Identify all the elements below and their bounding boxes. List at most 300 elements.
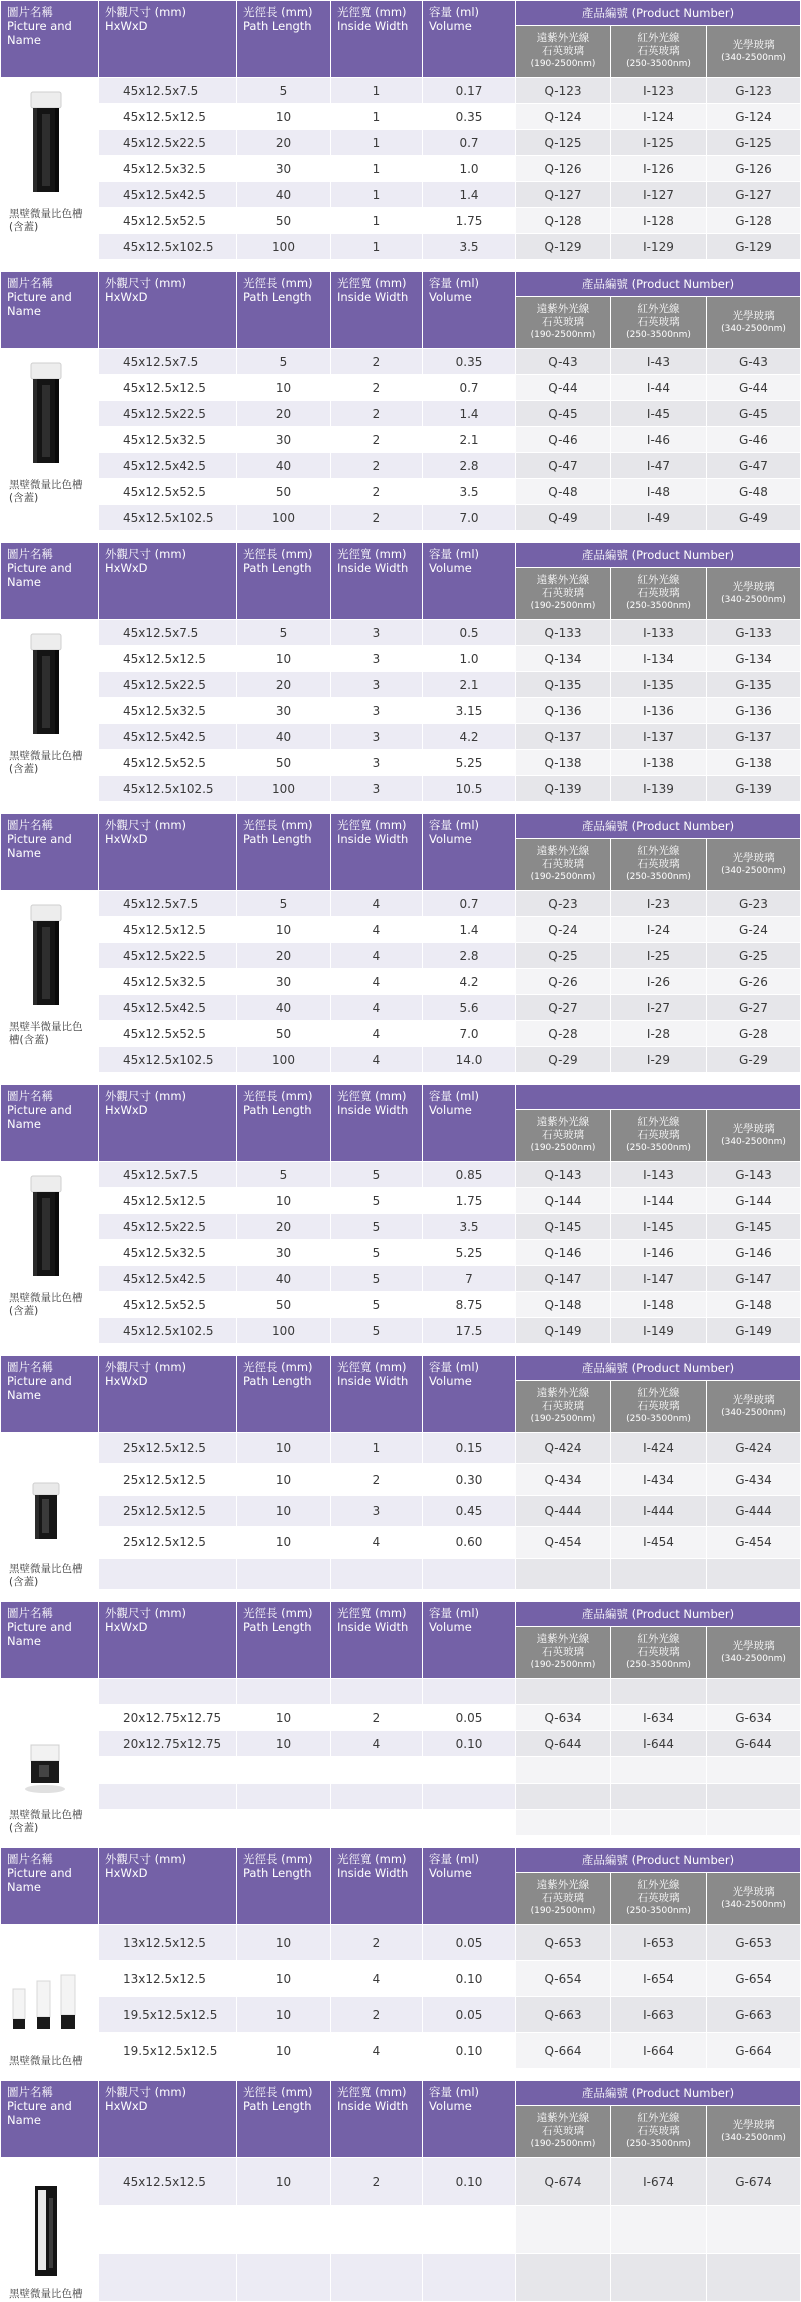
header-uv-quartz: 遠紫外光線 石英玻璃 (190-2500nm)	[516, 1627, 611, 1679]
uv-quartz-product-cell: Q-45	[516, 401, 611, 427]
inside-width-cell: 5	[331, 1162, 423, 1188]
ir-quartz-product-cell: I-129	[611, 234, 707, 260]
path-length-cell: 10	[237, 1997, 331, 2033]
volume-cell: 0.30	[423, 1464, 516, 1495]
table-row	[1, 750, 801, 776]
header-inside-width: 光徑寬 (mm) Inside Width	[331, 1602, 423, 1679]
path-length-cell: 10	[237, 375, 331, 401]
ir-quartz-product-cell: I-45	[611, 401, 707, 427]
dimensions-cell: 45x12.5x22.5	[99, 1214, 237, 1240]
dimensions-cell: 45x12.5x12.5	[99, 646, 237, 672]
empty-cell	[423, 1757, 516, 1783]
dimensions-cell: 25x12.5x12.5	[99, 1433, 237, 1464]
path-length-cell: 50	[237, 1292, 331, 1318]
path-length-cell: 10	[237, 1731, 331, 1757]
ir-quartz-product-cell: I-148	[611, 1292, 707, 1318]
volume-cell: 0.15	[423, 1433, 516, 1464]
table-row	[1, 672, 801, 698]
short-cuvette-icon	[9, 1443, 81, 1555]
uv-quartz-product-cell: Q-149	[516, 1318, 611, 1344]
table-header-row	[1, 1356, 801, 1381]
optical-glass-product-cell: G-454	[707, 1527, 801, 1558]
path-length-cell: 100	[237, 1047, 331, 1073]
optical-glass-product-cell: G-664	[707, 2033, 801, 2069]
table-row	[1, 1292, 801, 1318]
ir-quartz-product-cell: I-434	[611, 1464, 707, 1495]
empty-cell	[423, 1679, 516, 1705]
volume-cell: 2.1	[423, 427, 516, 453]
header-path-length: 光徑長 (mm) Path Length	[237, 814, 331, 891]
empty-cell	[237, 2254, 331, 2302]
header-volume: 容量 (ml) Volume	[423, 1085, 516, 1162]
header-dimensions: 外觀尺寸 (mm) HxWxD	[99, 1356, 237, 1433]
table-row	[1, 234, 801, 260]
empty-cell	[331, 1783, 423, 1809]
dimensions-cell: 45x12.5x32.5	[99, 156, 237, 182]
inside-width-cell: 4	[331, 2033, 423, 2069]
inside-width-cell: 1	[331, 156, 423, 182]
volume-cell: 1.4	[423, 182, 516, 208]
inside-width-cell: 5	[331, 1240, 423, 1266]
ir-quartz-product-cell: I-125	[611, 130, 707, 156]
uv-quartz-product-cell: Q-143	[516, 1162, 611, 1188]
path-length-cell: 10	[237, 1961, 331, 1997]
empty-cell	[237, 2206, 331, 2254]
product-picture-cell	[1, 891, 99, 1073]
header-dimensions: 外觀尺寸 (mm) HxWxD	[99, 1848, 237, 1925]
uv-quartz-product-cell: Q-23	[516, 891, 611, 917]
ir-quartz-product-cell: I-28	[611, 1021, 707, 1047]
product-picture-cell	[1, 1162, 99, 1344]
header-product-number: 產品編號 (Product Number)	[516, 814, 801, 839]
optical-glass-product-cell: G-23	[707, 891, 801, 917]
product-name: 黑壁微量比色槽 (含蓋)	[9, 1809, 83, 1834]
dimensions-cell: 45x12.5x32.5	[99, 698, 237, 724]
empty-cell	[611, 2206, 707, 2254]
table-row	[1, 1731, 801, 1757]
volume-cell: 0.60	[423, 1527, 516, 1558]
path-length-cell: 100	[237, 1318, 331, 1344]
table-row	[1, 891, 801, 917]
inside-width-cell: 2	[331, 427, 423, 453]
optical-glass-product-cell: G-46	[707, 427, 801, 453]
empty-cell	[707, 1558, 801, 1589]
product-picture-cell	[1, 1433, 99, 1590]
inside-width-cell: 5	[331, 1214, 423, 1240]
table-row	[1, 2158, 801, 2206]
table-row	[1, 1047, 801, 1073]
header-dimensions: 外觀尺寸 (mm) HxWxD	[99, 543, 237, 620]
product-picture-cell	[1, 349, 99, 531]
optical-glass-product-cell: G-644	[707, 1731, 801, 1757]
path-length-cell: 10	[237, 917, 331, 943]
ir-quartz-product-cell: I-664	[611, 2033, 707, 2069]
header-product-number: 產品編號 (Product Number)	[516, 1602, 801, 1627]
optical-glass-product-cell: G-136	[707, 698, 801, 724]
dimensions-cell: 45x12.5x42.5	[99, 1266, 237, 1292]
volume-cell: 1.0	[423, 156, 516, 182]
ir-quartz-product-cell: I-127	[611, 182, 707, 208]
optical-glass-product-cell: G-127	[707, 182, 801, 208]
ir-quartz-product-cell: I-124	[611, 104, 707, 130]
inside-width-cell: 3	[331, 776, 423, 802]
dimensions-cell: 45x12.5x12.5	[99, 104, 237, 130]
table-row	[1, 724, 801, 750]
header-uv-quartz: 遠紫外光線 石英玻璃 (190-2500nm)	[516, 1873, 611, 1925]
inside-width-cell: 1	[331, 182, 423, 208]
optical-glass-product-cell: G-135	[707, 672, 801, 698]
empty-cell	[611, 1809, 707, 1835]
optical-glass-product-cell: G-138	[707, 750, 801, 776]
inside-width-cell: 4	[331, 891, 423, 917]
uv-quartz-product-cell: Q-139	[516, 776, 611, 802]
ir-quartz-product-cell: I-663	[611, 1997, 707, 2033]
dimensions-cell: 45x12.5x22.5	[99, 943, 237, 969]
ir-quartz-product-cell: I-46	[611, 427, 707, 453]
empty-cell	[237, 1757, 331, 1783]
volume-cell: 5.6	[423, 995, 516, 1021]
optical-glass-product-cell: G-148	[707, 1292, 801, 1318]
uv-quartz-product-cell: Q-124	[516, 104, 611, 130]
path-length-cell: 40	[237, 724, 331, 750]
dimensions-cell: 45x12.5x22.5	[99, 672, 237, 698]
inside-width-cell: 4	[331, 917, 423, 943]
ir-quartz-product-cell: I-47	[611, 453, 707, 479]
table-row	[1, 698, 801, 724]
empty-cell	[707, 1783, 801, 1809]
dimensions-cell: 45x12.5x12.5	[99, 1188, 237, 1214]
header-optical-glass: 光學玻璃 (340-2500nm)	[707, 297, 801, 349]
table-row	[1, 349, 801, 375]
empty-cell	[611, 2254, 707, 2302]
inside-width-cell: 5	[331, 1188, 423, 1214]
ir-quartz-product-cell: I-136	[611, 698, 707, 724]
empty-cell	[423, 1809, 516, 1835]
dimensions-cell: 45x12.5x42.5	[99, 182, 237, 208]
empty-cell	[611, 1783, 707, 1809]
dimensions-cell: 25x12.5x12.5	[99, 1495, 237, 1526]
header-volume: 容量 (ml) Volume	[423, 2081, 516, 2158]
header-uv-quartz: 遠紫外光線 石英玻璃 (190-2500nm)	[516, 26, 611, 78]
optical-glass-product-cell: G-28	[707, 1021, 801, 1047]
volume-cell: 3.5	[423, 234, 516, 260]
uv-quartz-product-cell: Q-129	[516, 234, 611, 260]
product-picture-cell	[1, 2158, 99, 2302]
table-row	[1, 375, 801, 401]
tall-cuvette-icon	[9, 1172, 81, 1284]
uv-quartz-product-cell: Q-634	[516, 1705, 611, 1731]
ir-quartz-product-cell: I-145	[611, 1214, 707, 1240]
header-optical-glass: 光學玻璃 (340-2500nm)	[707, 1627, 801, 1679]
header-path-length: 光徑長 (mm) Path Length	[237, 2081, 331, 2158]
dimensions-cell: 45x12.5x32.5	[99, 1240, 237, 1266]
table-row	[1, 2206, 801, 2254]
ir-quartz-product-cell: I-48	[611, 479, 707, 505]
optical-glass-product-cell: G-126	[707, 156, 801, 182]
optical-glass-product-cell: G-24	[707, 917, 801, 943]
path-length-cell: 5	[237, 78, 331, 104]
header-product-number: 產品編號 (Product Number)	[516, 1848, 801, 1873]
uv-quartz-product-cell: Q-26	[516, 969, 611, 995]
uv-quartz-product-cell: Q-424	[516, 1433, 611, 1464]
product-picture-cell	[1, 1925, 99, 2069]
dimensions-cell: 45x12.5x22.5	[99, 401, 237, 427]
uv-quartz-product-cell: Q-49	[516, 505, 611, 531]
dimensions-cell: 45x12.5x102.5	[99, 776, 237, 802]
empty-cell	[707, 1809, 801, 1835]
dimensions-cell: 45x12.5x52.5	[99, 479, 237, 505]
table-row	[1, 646, 801, 672]
header-path-length: 光徑長 (mm) Path Length	[237, 1848, 331, 1925]
table-row	[1, 776, 801, 802]
table-row	[1, 1558, 801, 1589]
dimensions-cell: 45x12.5x7.5	[99, 78, 237, 104]
header-product-number: 產品編號 (Product Number)	[516, 1356, 801, 1381]
table-row	[1, 1433, 801, 1464]
table-row	[1, 130, 801, 156]
volume-cell: 8.75	[423, 1292, 516, 1318]
inside-width-cell: 3	[331, 1495, 423, 1526]
optical-glass-product-cell: G-43	[707, 349, 801, 375]
inside-width-cell: 2	[331, 505, 423, 531]
path-length-cell: 40	[237, 1266, 331, 1292]
volume-cell: 14.0	[423, 1047, 516, 1073]
table-row	[1, 1757, 801, 1783]
ir-quartz-product-cell: I-43	[611, 349, 707, 375]
header-picture-name: 圖片名稱 Picture and Name	[1, 1602, 99, 1679]
ir-quartz-product-cell: I-135	[611, 672, 707, 698]
optical-glass-product-cell: G-434	[707, 1464, 801, 1495]
table-row	[1, 1783, 801, 1809]
table-header-row	[1, 1848, 801, 1873]
uv-quartz-product-cell: Q-148	[516, 1292, 611, 1318]
volume-cell: 0.45	[423, 1495, 516, 1526]
optical-glass-product-cell: G-663	[707, 1997, 801, 2033]
uv-quartz-product-cell: Q-444	[516, 1495, 611, 1526]
path-length-cell: 10	[237, 1527, 331, 1558]
volume-cell: 0.7	[423, 375, 516, 401]
optical-glass-product-cell: G-143	[707, 1162, 801, 1188]
volume-cell: 1.0	[423, 646, 516, 672]
table-header-row	[1, 1, 801, 26]
inside-width-cell: 1	[331, 1433, 423, 1464]
header-volume: 容量 (ml) Volume	[423, 814, 516, 891]
header-product-number: 產品編號 (Product Number)	[516, 1, 801, 26]
inside-width-cell: 2	[331, 1997, 423, 2033]
path-length-cell: 30	[237, 698, 331, 724]
uv-quartz-product-cell: Q-147	[516, 1266, 611, 1292]
path-length-cell: 40	[237, 182, 331, 208]
empty-cell	[611, 1757, 707, 1783]
path-length-cell: 100	[237, 505, 331, 531]
empty-cell	[423, 1558, 516, 1589]
dimensions-cell: 45x12.5x52.5	[99, 750, 237, 776]
inside-width-cell: 3	[331, 672, 423, 698]
header-ir-quartz: 紅外光線 石英玻璃 (250-3500nm)	[611, 26, 707, 78]
uv-quartz-product-cell: Q-146	[516, 1240, 611, 1266]
product-picture-cell	[1, 78, 99, 260]
path-length-cell: 5	[237, 620, 331, 646]
product-name: 黑壁微量比色槽	[9, 2055, 83, 2067]
uv-quartz-product-cell: Q-48	[516, 479, 611, 505]
path-length-cell: 30	[237, 156, 331, 182]
inside-width-cell: 2	[331, 1705, 423, 1731]
uv-quartz-product-cell: Q-663	[516, 1997, 611, 2033]
ir-quartz-product-cell: I-49	[611, 505, 707, 531]
table-row	[1, 1021, 801, 1047]
volume-cell: 2.8	[423, 943, 516, 969]
volume-cell: 3.15	[423, 698, 516, 724]
header-dimensions: 外觀尺寸 (mm) HxWxD	[99, 1602, 237, 1679]
empty-cell	[516, 2206, 611, 2254]
inside-width-cell: 1	[331, 104, 423, 130]
ir-quartz-product-cell: I-123	[611, 78, 707, 104]
open-cuvette-icon	[9, 2168, 81, 2280]
volume-cell: 3.5	[423, 1214, 516, 1240]
product-name: 黑壁半微量比色 槽(含蓋)	[9, 1021, 83, 1046]
table-row	[1, 1214, 801, 1240]
empty-cell	[707, 1679, 801, 1705]
table-row	[1, 182, 801, 208]
empty-cell	[99, 1809, 237, 1835]
product-picture-cell	[1, 620, 99, 802]
empty-cell	[331, 1757, 423, 1783]
volume-cell: 0.85	[423, 1162, 516, 1188]
path-length-cell: 20	[237, 1214, 331, 1240]
empty-cell	[516, 1757, 611, 1783]
header-ir-quartz: 紅外光線 石英玻璃 (250-3500nm)	[611, 1110, 707, 1162]
header-volume: 容量 (ml) Volume	[423, 1356, 516, 1433]
volume-cell: 1.75	[423, 208, 516, 234]
inside-width-cell: 5	[331, 1266, 423, 1292]
table-row	[1, 156, 801, 182]
empty-cell	[99, 1679, 237, 1705]
table-row	[1, 208, 801, 234]
optical-glass-product-cell: G-146	[707, 1240, 801, 1266]
header-product-number	[516, 1085, 801, 1110]
path-length-cell: 5	[237, 1162, 331, 1188]
inside-width-cell: 1	[331, 208, 423, 234]
volume-cell: 0.5	[423, 620, 516, 646]
dimensions-cell: 45x12.5x7.5	[99, 891, 237, 917]
dimensions-cell: 20x12.75x12.75	[99, 1731, 237, 1757]
path-length-cell: 100	[237, 234, 331, 260]
dimensions-cell: 45x12.5x32.5	[99, 427, 237, 453]
table-row	[1, 1527, 801, 1558]
product-name: 黑壁微量比色槽 (含蓋)	[9, 208, 83, 233]
uv-quartz-product-cell: Q-133	[516, 620, 611, 646]
volume-cell: 7.0	[423, 1021, 516, 1047]
dimensions-cell: 19.5x12.5x12.5	[99, 2033, 237, 2069]
uv-quartz-product-cell: Q-27	[516, 995, 611, 1021]
path-length-cell: 10	[237, 2158, 331, 2206]
header-ir-quartz: 紅外光線 石英玻璃 (250-3500nm)	[611, 1381, 707, 1433]
ir-quartz-product-cell: I-25	[611, 943, 707, 969]
header-product-number: 產品編號 (Product Number)	[516, 2081, 801, 2106]
product-picture-cell	[1, 1679, 99, 1836]
product-name: 黑壁微量比色槽 (含蓋)	[9, 750, 83, 775]
empty-cell	[331, 2254, 423, 2302]
ir-quartz-product-cell: I-23	[611, 891, 707, 917]
header-dimensions: 外觀尺寸 (mm) HxWxD	[99, 1, 237, 78]
volume-cell: 17.5	[423, 1318, 516, 1344]
optical-glass-product-cell: G-654	[707, 1961, 801, 1997]
dimensions-cell: 45x12.5x7.5	[99, 620, 237, 646]
empty-cell	[423, 2206, 516, 2254]
path-length-cell: 30	[237, 1240, 331, 1266]
inside-width-cell: 2	[331, 2158, 423, 2206]
empty-cell	[99, 1558, 237, 1589]
volume-cell: 0.7	[423, 891, 516, 917]
header-volume: 容量 (ml) Volume	[423, 543, 516, 620]
optical-glass-product-cell: G-124	[707, 104, 801, 130]
optical-glass-product-cell: G-49	[707, 505, 801, 531]
volume-cell: 7.0	[423, 505, 516, 531]
header-optical-glass: 光學玻璃 (340-2500nm)	[707, 1873, 801, 1925]
path-length-cell: 50	[237, 208, 331, 234]
uv-quartz-product-cell: Q-43	[516, 349, 611, 375]
optical-glass-product-cell: G-134	[707, 646, 801, 672]
dimensions-cell: 13x12.5x12.5	[99, 1961, 237, 1997]
header-inside-width: 光徑寬 (mm) Inside Width	[331, 1, 423, 78]
inside-width-cell: 3	[331, 698, 423, 724]
inside-width-cell: 1	[331, 130, 423, 156]
header-product-number: 產品編號 (Product Number)	[516, 543, 801, 568]
header-ir-quartz: 紅外光線 石英玻璃 (250-3500nm)	[611, 2106, 707, 2158]
inside-width-cell: 4	[331, 1021, 423, 1047]
path-length-cell: 5	[237, 891, 331, 917]
ir-quartz-product-cell: I-147	[611, 1266, 707, 1292]
volume-cell: 5.25	[423, 1240, 516, 1266]
path-length-cell: 30	[237, 969, 331, 995]
header-ir-quartz: 紅外光線 石英玻璃 (250-3500nm)	[611, 839, 707, 891]
optical-glass-product-cell: G-29	[707, 1047, 801, 1073]
uv-quartz-product-cell: Q-44	[516, 375, 611, 401]
header-inside-width: 光徑寬 (mm) Inside Width	[331, 814, 423, 891]
table-row	[1, 1997, 801, 2033]
uv-quartz-product-cell: Q-137	[516, 724, 611, 750]
table-header-row	[1, 2081, 801, 2106]
volume-cell: 0.05	[423, 1997, 516, 2033]
volume-cell: 2.8	[423, 453, 516, 479]
header-picture-name: 圖片名稱 Picture and Name	[1, 543, 99, 620]
optical-glass-product-cell: G-149	[707, 1318, 801, 1344]
volume-cell: 0.10	[423, 2158, 516, 2206]
path-length-cell: 10	[237, 646, 331, 672]
table-row	[1, 2033, 801, 2069]
ir-quartz-product-cell: I-126	[611, 156, 707, 182]
header-path-length: 光徑長 (mm) Path Length	[237, 1602, 331, 1679]
dimensions-cell: 13x12.5x12.5	[99, 1925, 237, 1961]
uv-quartz-product-cell: Q-25	[516, 943, 611, 969]
optical-glass-product-cell: G-424	[707, 1433, 801, 1464]
dimensions-cell: 19.5x12.5x12.5	[99, 1997, 237, 2033]
header-path-length: 光徑長 (mm) Path Length	[237, 1, 331, 78]
empty-cell	[237, 1679, 331, 1705]
inside-width-cell: 2	[331, 479, 423, 505]
path-length-cell: 30	[237, 427, 331, 453]
dimensions-cell: 45x12.5x52.5	[99, 1021, 237, 1047]
dimensions-cell: 45x12.5x52.5	[99, 1292, 237, 1318]
uv-quartz-product-cell: Q-127	[516, 182, 611, 208]
path-length-cell: 20	[237, 672, 331, 698]
dimensions-cell: 45x12.5x12.5	[99, 2158, 237, 2206]
optical-glass-product-cell: G-123	[707, 78, 801, 104]
empty-cell	[516, 1783, 611, 1809]
volume-cell: 4.2	[423, 724, 516, 750]
uv-quartz-product-cell: Q-46	[516, 427, 611, 453]
path-length-cell: 10	[237, 1705, 331, 1731]
